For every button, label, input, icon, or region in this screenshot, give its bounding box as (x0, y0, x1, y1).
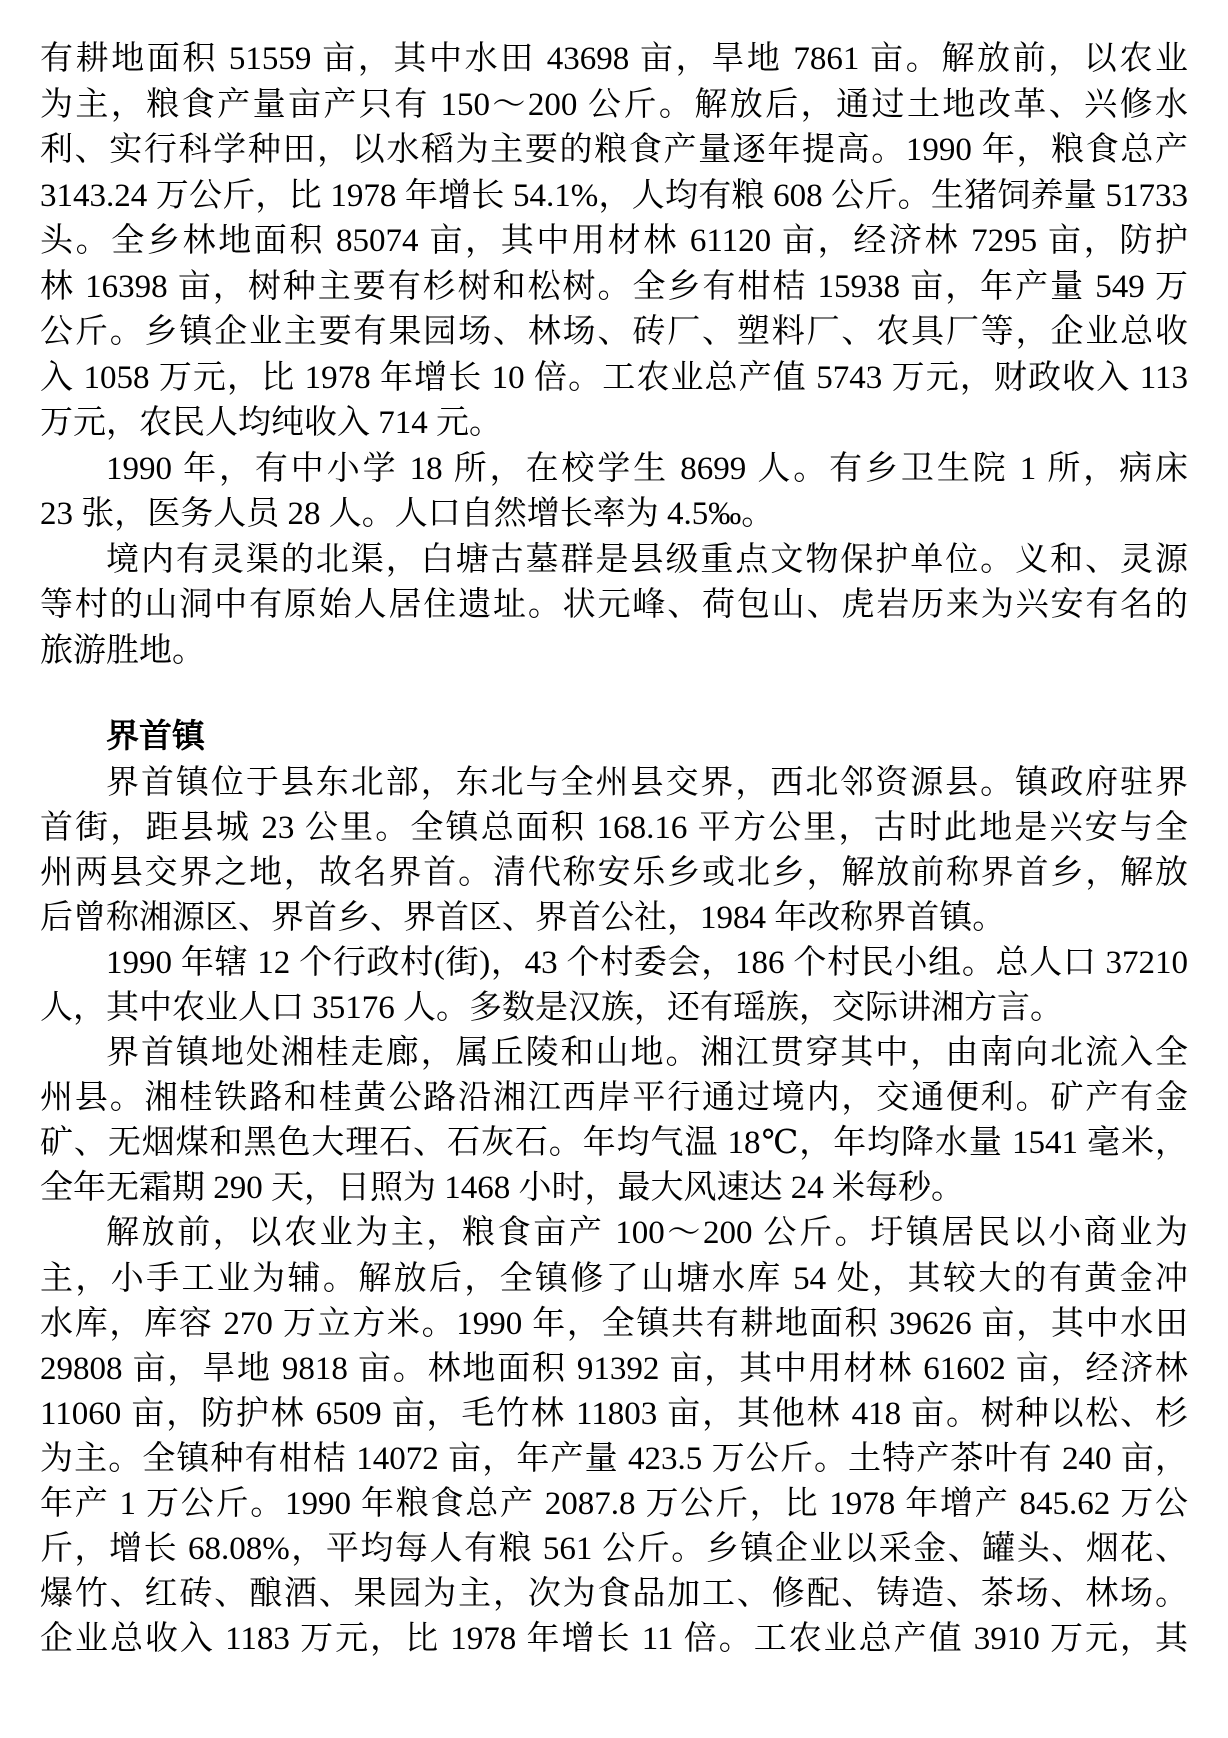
text-line: 23 张，医务人员 28 人。人口自然增长率为 4.5‰。 (40, 496, 775, 532)
text-line: 斤，增长 68.08%，平均每人有粮 561 公斤。乡镇企业以采金、罐头、烟花、 (40, 1531, 1188, 1568)
text-line: 首街，距县城 23 公里。全镇总面积 168.16 平方公里，古时此地是兴安与全 (40, 809, 1188, 846)
text-line: 爆竹、红砖、酿酒、果园为主，次为食品加工、修配、铸造、茶场、林场。 (40, 1576, 1188, 1613)
text-line: 界首镇位于县东北部，东北与全州县交界，西北邻资源县。镇政府驻界 (106, 764, 1188, 801)
text-line: 州两县交界之地，故名界首。清代称安乐乡或北乡，解放前称界首乡，解放 (40, 854, 1188, 891)
text-line: 29808 亩，旱地 9818 亩。林地面积 91392 亩，其中用材林 61602 亩，经济林 (40, 1350, 1188, 1387)
text-line: 万元，农民人均纯收入 714 元。 (40, 405, 502, 441)
text-line: 11060 亩，防护林 6509 亩，毛竹林 11803 亩，其他林 418 亩。树种以松、杉 (40, 1395, 1188, 1432)
paragraph (40, 37, 1188, 447)
section-previous-township (40, 37, 1188, 674)
text-line: 矿、无烟煤和黑色大理石、石灰石。年均气温 18℃，年均降水量 1541 毫米， (40, 1125, 1188, 1162)
paragraph (40, 538, 1188, 675)
text-line: 界首镇地处湘桂走廊，属丘陵和山地。湘江贯穿其中，由南向北流入全 (106, 1035, 1188, 1072)
text-line: 3143.24 万公斤，比 1978 年增长 54.1%，人均有粮 608 公斤。生猪饲养量 51733 (40, 177, 1188, 214)
text-line: 解放前，以农业为主，粮食亩产 100～200 公斤。圩镇居民以小商业为 (106, 1215, 1188, 1252)
text-line: 头。全乡林地面积 85074 亩，其中用材林 61120 亩，经济林 7295 亩，防护 (40, 223, 1188, 259)
text-line: 境内有灵渠的北渠，白塘古墓群是县级重点文物保护单位。义和、灵源 (106, 541, 1188, 578)
section-heading: 界首镇 (106, 719, 205, 755)
text-line: 1990 年辖 12 个行政村(街)，43 个村委会，186 个村民小组。总人口 37210 (106, 944, 1188, 981)
text-line: 等村的山洞中有原始人居住遗址。状元峰、荷包山、虎岩历来为兴安有名的 (40, 587, 1188, 623)
text-line: 企业总收入 1183 万元，比 1978 年增长 11 倍。工农业总产值 3910 万元，其 (40, 1621, 1188, 1658)
text-line: 林 16398 亩，树种主要有杉树和松树。全乡有柑桔 15938 亩，年产量 549 万 (40, 268, 1188, 305)
text-line: 旅游胜地。 (40, 632, 205, 669)
text-line: 公斤。乡镇企业主要有果园场、林场、砖厂、塑料厂、农具厂等，企业总收 (40, 314, 1188, 350)
text-line: 为主，粮食产量亩产只有 150～200 公斤。解放后，通过土地改革、兴修水 (40, 86, 1188, 123)
document-page (40, 37, 1188, 1662)
text-line: 水库，库容 270 万立方米。1990 年，全镇共有耕地面积 39626 亩，其中水田 (40, 1305, 1188, 1342)
text-line: 1990 年，有中小学 18 所，在校学生 8699 人。有乡卫生院 1 所，病床 (106, 450, 1188, 487)
text-line: 全年无霜期 290 天，日照为 1468 小时，最大风速达 24 米每秒。 (40, 1170, 964, 1207)
paragraph (40, 447, 1188, 538)
text-line: 年产 1 万公斤。1990 年粮食总产 2087.8 万公斤，比 1978 年增产 845.62 万公 (40, 1486, 1188, 1522)
text-line: 人，其中农业人口 35176 人。多数是汉族，还有瑶族，交际讲湘方言。 (40, 989, 1063, 1026)
paragraph (40, 1031, 1188, 1211)
paragraph (40, 941, 1188, 1031)
text-line: 后曾称湘源区、界首乡、界首区、界首公社，1984 年改称界首镇。 (40, 899, 1006, 936)
text-line: 有耕地面积 51559 亩，其中水田 43698 亩，旱地 7861 亩。解放前，以农业 (40, 41, 1188, 77)
paragraph (40, 1211, 1188, 1662)
text-line: 利、实行科学种田，以水稻为主要的粮食产量逐年提高。1990 年，粮食总产 (40, 132, 1188, 168)
section-jieshou-town (40, 761, 1188, 1663)
paragraph (40, 761, 1188, 941)
text-line: 州县。湘桂铁路和桂黄公路沿湘江西岸平行通过境内，交通便利。矿产有金 (40, 1080, 1188, 1117)
text-line: 入 1058 万元，比 1978 年增长 10 倍。工农业总产值 5743 万元，财政收入 113 (40, 359, 1188, 396)
text-line: 为主。全镇种有柑桔 14072 亩，年产量 423.5 万公斤。土特产茶叶有 240 亩， (40, 1440, 1188, 1477)
text-line: 主，小手工业为辅。解放后，全镇修了山塘水库 54 处，其较大的有黄金冲 (40, 1260, 1188, 1297)
